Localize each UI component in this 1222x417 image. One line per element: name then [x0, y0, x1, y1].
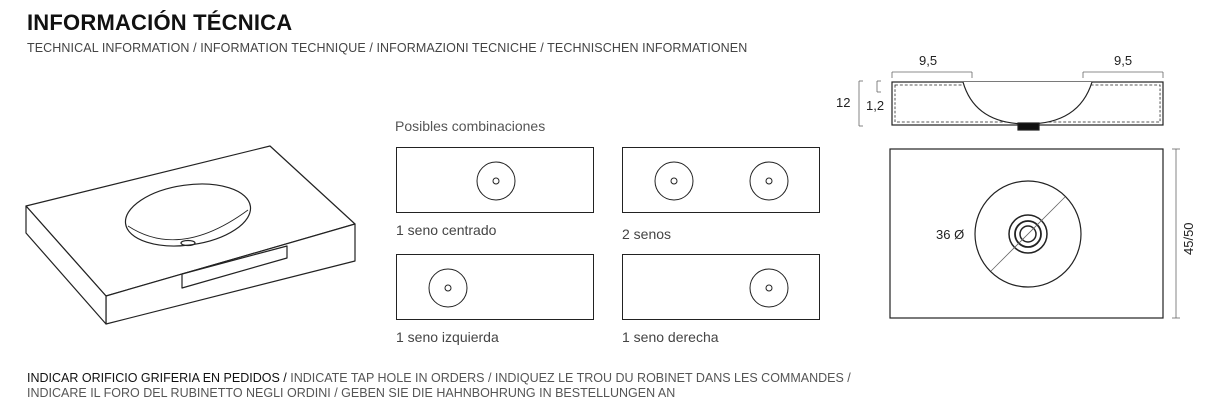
- dim-diameter: 36 Ø: [936, 227, 965, 242]
- top-plan-view: [880, 140, 1200, 325]
- plan-outline: [890, 149, 1163, 318]
- dim-thickness: 1,2: [866, 98, 885, 113]
- dim-depth: 45/50: [1181, 222, 1196, 255]
- caption-right: 1 seno derecha: [622, 329, 719, 345]
- basin-circle: [750, 269, 788, 307]
- hole-diagram: [623, 255, 821, 321]
- hole-diagram: [397, 255, 595, 321]
- combination-panel-right: [622, 254, 820, 320]
- drain-circle: [445, 285, 451, 291]
- combination-panel-left: [396, 254, 594, 320]
- note-line-1: [27, 371, 851, 386]
- dim-right-width: 9,5: [1114, 53, 1133, 68]
- section-drain: [1018, 123, 1039, 130]
- note-line-2: INDICARE IL FORO DEL RUBINETTO NEGLI ORDINI / GEBEN SIE DIE HAHNBOHRUNG IN BESTELLUNGEN AN: [27, 386, 676, 400]
- basin-circle: [750, 162, 788, 200]
- page-subtitle: TECHNICAL INFORMATION / INFORMATION TECHNIQUE / INFORMAZIONI TECNICHE / TECHNISCHEN INFORMATIONEN: [27, 41, 748, 55]
- hole-diagram: [623, 148, 821, 214]
- dim-left-width: 9,5: [919, 53, 938, 68]
- diameter-line: [991, 197, 1065, 271]
- combinations-title: Posibles combinaciones: [395, 118, 546, 134]
- basin-circle: [477, 162, 515, 200]
- note-emphasis: INDICAR ORIFICIO GRIFERIA EN PEDIDOS /: [27, 371, 287, 385]
- drain-circle: [766, 285, 772, 291]
- caption-centered: 1 seno centrado: [396, 222, 497, 238]
- drain-circle: [766, 178, 772, 184]
- hole-diagram: [397, 148, 595, 214]
- page-title: INFORMACIÓN TÉCNICA: [27, 10, 293, 35]
- combination-panel-centered: [396, 147, 594, 213]
- caption-two: 2 senos: [622, 226, 672, 242]
- drain-circle: [493, 178, 499, 184]
- basin-circle: [655, 162, 693, 200]
- note-line-1-rest: INDICATE TAP HOLE IN ORDERS / INDIQUEZ LE TROU DU ROBINET DANS LES COMMANDES /: [286, 371, 851, 385]
- basin-circle: [429, 269, 467, 307]
- side-section-view: [830, 48, 1175, 138]
- drain-circle: [671, 178, 677, 184]
- tap-hole-note: [27, 371, 851, 401]
- dim-height: 12: [836, 95, 851, 110]
- caption-left: 1 seno izquierda: [396, 329, 499, 345]
- isometric-washbasin-drawing: [20, 140, 360, 325]
- combination-panel-two: [622, 147, 820, 213]
